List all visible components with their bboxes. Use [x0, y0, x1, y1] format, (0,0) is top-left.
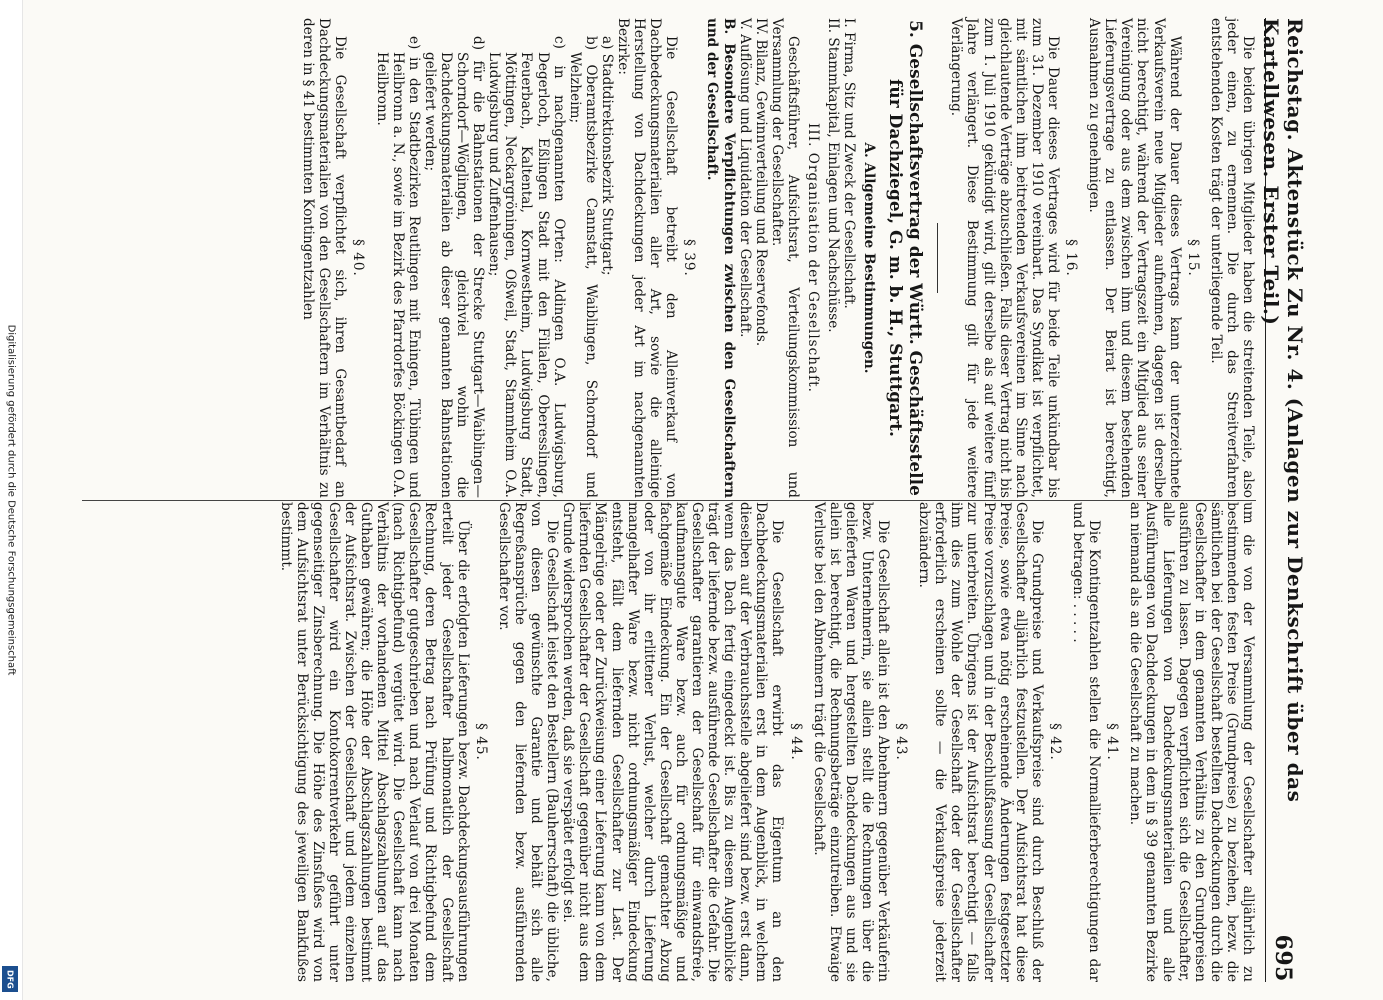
left-column: [82, 18, 1256, 498]
right-column: [82, 502, 1256, 982]
paragraph: Die Gesellschaft erwirbt das Eigentum an den Dachbedeckungsmaterialien erst in dem Augenblick, in welchem dieselben auf der Verbrauchsstelle abgeliefert sind bezw. erst dann, wenn das Dach fertig eingedeckt ist. Bis zu diesem Augenblicke trägt der liefernde bezw. ausführende Gesellschafter die Gefahr. Die Gesellschafter garantieren der Gesellschaft für einwandsfreie, kaufmannsgute Ware bezw. auch für ordnungsmäßige und fachgemäße Eindeckung. Ein der Gesellschaft gemachter Abzug oder von ihr erlittener Verlust, welcher durch Lieferung mangelhafter Ware bezw. nicht ordnungsmäßiger Eindeckung entsteht, fällt dem liefernden Gesellschafter zur Last. Der Mängelrüge oder der Zurückweisung einer Lieferung kann von dem liefernden Gesellschafter der Gesellschaft gegenüber nicht aus dem Grunde widersprochen werden, daß sie verspätet erfolgt sei.: [560, 502, 786, 982]
digitization-credit: Digitalisierung gefördert durch die Deutsche Forschungsgemeinschaft: [5, 324, 17, 676]
section-number: § 16.: [1063, 239, 1080, 277]
paragraph: Die Gesellschaft leistet den Bestellern (Bauherrschaft) die übliche, von diesen gewünschte Garantie und behält sich alle Regreßansprüche gegen den liefernden bezw. ausführenden Gesellschafter vor.: [495, 502, 561, 982]
paragraph: Die Grundpreise und Verkaufspreise sind durch Beschluß der Gesellschafter alljährlich festzustellen. Der Aufsichtsrat hat diese Preise, sowie etwa nötig erscheinende Änderungen festgesetzter Preise vorzuschlagen und in der Beschlußfassung der Gesellschafter zur unterbreiten. Übrigens ist der Aufsichtsrat berechtigt — falls ihm dies zum Wohle der Gesellschaft oder der Gesellschafter erforderlich erscheinen sollte — die Verkaufspreise jederzeit abzuändern.: [916, 502, 1045, 982]
section-heading-a: A. Allgemeine Bestimmungen.: [861, 142, 878, 374]
toc-entry: III. Organisation der Gesellschaft.: [805, 123, 822, 393]
section-number: § 39.: [681, 239, 698, 277]
divider-rule: [937, 223, 938, 293]
page-number: 695: [1270, 934, 1296, 982]
section-number: § 41.: [1104, 723, 1121, 761]
section-number: § 43.: [893, 723, 910, 761]
contract-heading: 5. Gesellschaftsvertrag der Württ. Geschäftsstelle für Dachziegel, G. m. b. H., Stuttgart.: [885, 20, 926, 496]
toc-entry: I. Firma, Sitz und Zweck der Gesellschaft.: [841, 18, 858, 309]
toc-entry: IV. Bilanz, Gewinnverteilung und Reservefonds.: [752, 18, 769, 347]
section-number: § 44.: [787, 723, 804, 761]
toc-entry: V. Auflösung und Liquidation der Gesellschaft.: [736, 18, 753, 338]
paragraph: Über die erfolgten Lieferungen bezw. Dachdeckungsausführungen erteilt jeder Gesellschafter halbmonatlich der Gesellschaft Rechnung, deren Betrag nach Prüfung und Richtigbefund dem Gesellschafter gutgeschrieben und nach Verlauf von drei Monaten (nach Richtigbefund) vergütet wird. Die Gesellschaft kann nach Verhältnis der vorhandenen Mittel Abschlagszahlungen auf das Guthaben gewähren; die Höhe der Abschlagszahlungen bestimmt der Aufsichtsrat. Zwischen der Gesellschaft und jedem einzelnen Gesellschafter wird ein Kontokorrentverkehr geführt unter gegenseitiger Zinsberechnung. Die Höhe des Zinsfußes wird von dem Aufsichtsrat unter Berücksichtigung des jeweiligen Bankfußes bestimmt.: [277, 502, 471, 982]
page-title: Reichstag. Aktenstück Zu Nr. 4. (Anlagen zur Denkschrift über das Kartellwesen. Erster Teil.): [1259, 18, 1307, 803]
section-number: § 15.: [1184, 239, 1201, 277]
dfg-logo: DFG: [2, 966, 18, 992]
paragraph: Die Gesellschaft allein ist den Abnehmern gegenüber Verkäuferin bezw. Unternehmerin, sie allein stellt die Rechnungen über die gelieferten Waren und hergestellten Dachdeckungen aus und sie allein ist berechtigt, die Rechnungsbeträge einzutreiben. Etwaige Verluste bei den Abnehmern trägt die Gesellschaft.: [810, 502, 892, 982]
list-item: a) Stadtdirektionsbezirk Stuttgart;: [598, 36, 615, 276]
column-divider: [82, 500, 1256, 501]
paragraph: Während der Dauer dieses Vertrags kann der unterzeichnete Verkaufsverein neue Mitglieder aufnehmen, dagegen ist derselbe nicht berechtigt, während der Vertragszeit ein Mitglied aus seiner Vereinigung oder aus dem zwischen ihm und diesem bestehenden Lieferungsvertrage zu entlassen. Der Beirat ist berechtigt, Ausnahmen zu genehmigen.: [1086, 18, 1183, 498]
paragraph: Die Gesellschaft verpflichtet sich, ihren Gesamtbedarf an Dachdeckungsmaterialien von den Gesellschaftern im Verhältnis zu deren in § 41 bestimmten Kontingentzahlen: [300, 18, 349, 498]
paragraph: um die von der Versammlung der Gesellschafter alljährlich zu bestimmenden festen Preise (Grundpreise) zu beziehen, bezw. die sämtlichen bei der Gesellschaft bestellten Dachdeckungen durch die Gesellschafter in dem genannten Verhältnis zu den Grundpreisen ausführen zu lassen. Dagegen verpflichten sich die Gesellschafter, alle Lieferungen von Dachdeckungsmaterialien und alle Ausführungen von Dachdeckungen in dem in § 39 genannten Bezirke an niemand als an die Gesellschaft zu machen.: [1127, 502, 1256, 982]
section-number: § 45.: [472, 723, 489, 761]
paragraph: Die Dauer dieses Vertrages wird für beide Teile unkündbar bis zum 31. Dezember 1910 vereinbart. Das Syndikat ist verpflichtet, mit sämtlichen ihm beitretenden Verkaufsvereinen im Sinne nach gleichlautende Verträge abzuschließen. Falls dieser Vertrag nicht bis zum 1. Juli 1910 gekündigt wird, gilt derselbe als auf weitere fünf Jahre verlängert. Diese Bestimmung gilt für jede weitere Verlängerung.: [948, 18, 1061, 498]
page-header: [1259, 18, 1307, 982]
toc-entry: II. Stammkapital, Einlagen und Nachschüsse.: [825, 18, 842, 333]
list-item: d) für die Bahnstationen der Strecke Stuttgart—Waiblingen—Schorndorf—Wöglingen, gleichviel wohin die Dachdeckungsmaterialien ab dieser genannten Bahnstationen geliefert werden;: [421, 36, 487, 498]
section-heading-b: B. Besondere Verpflichtungen zwischen den Gesellschaftern und der Gesellschaft.: [704, 18, 737, 498]
section-number: § 42.: [1046, 723, 1063, 761]
footer-strip: [0, 0, 23, 1000]
rotated-document-page: [62, 0, 1322, 1000]
paragraph: Die beiden übrigen Mitglieder haben die streitenden Teile, also jeder einen, zu ernennen. Die durch das Streitverfahren entstehenden Kosten trägt der unterliegende Teil.: [1207, 18, 1256, 498]
paragraph: Geschäftsführer, Aufsichtsrat, Verteilungskommission und Versammlung der Gesellschafter.: [768, 18, 801, 498]
paragraph: Die Kontingentzahlen stellen die Normallieferberechtigungen dar und betragen: . . . . .: [1070, 502, 1103, 982]
paragraph: Die Gesellschaft betreibt den Alleinverkauf von Dachbedeckungsmaterialien aller Art, sowie die alleinige Herstellung von Dachdeckungen jeder Art im nachgenannten Bezirke:: [615, 18, 680, 498]
list-item: e) in den Stadtbezirken Reutlingen mit Eningen, Tübingen und Heilbronn a. N., sowie im Bezirk des Pfarrdorfes Böckingen O.A. Heilbronn.: [373, 36, 422, 498]
section-number: § 40.: [350, 239, 367, 277]
list-item: c) in nachgenannten Orten: Aldingen O.A. Ludwigsburg, Degerloch, Eßlingen Stadt mit den Filialen, Oberesslingen, Feuerbach, Kaltental, Kornwestheim, Ludwigsburg Stadt, Möttingen, Neckargröningen, Oßweil, Stadt, Stammheim O.A. Ludwigsburg und Zuffenhausen;: [486, 36, 567, 498]
list-item: b) Oberamtsbezirke Cannstatt, Waiblingen, Schorndorf und Welzheim;: [566, 36, 599, 498]
